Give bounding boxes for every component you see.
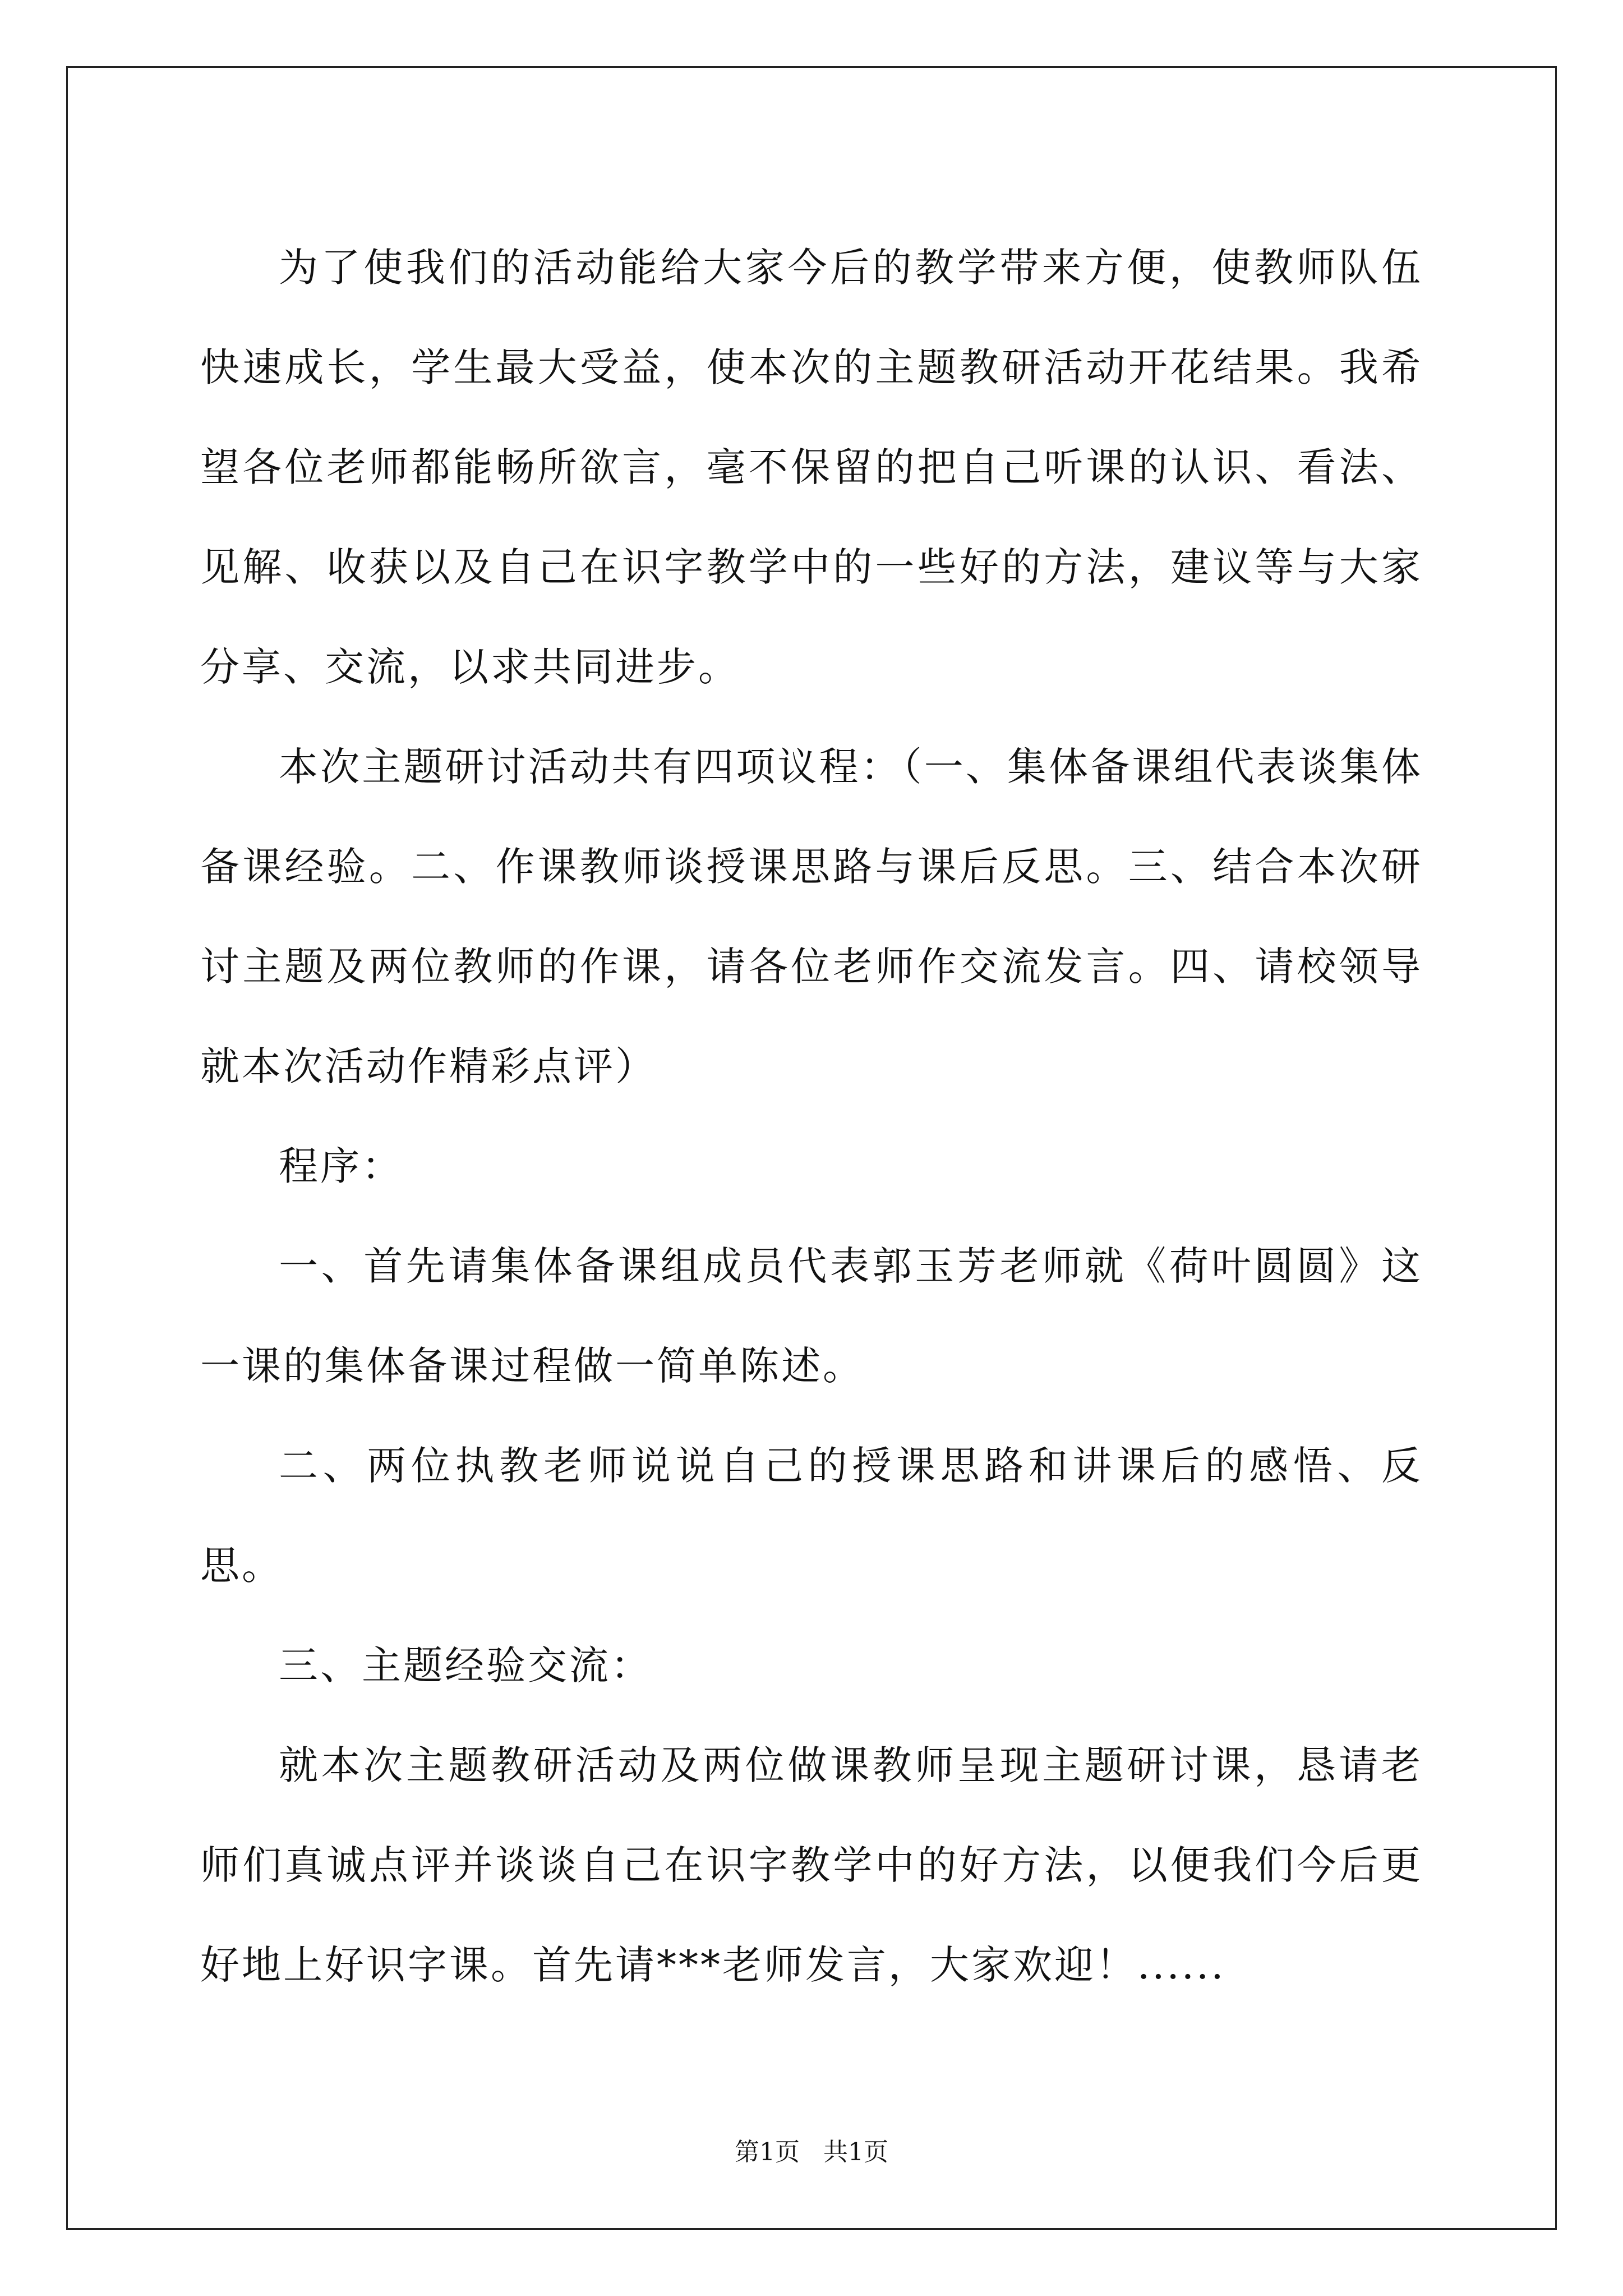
page-number-footer: 第1页 共1页 (735, 2138, 888, 2166)
paragraph-closing: 就本次主题教研活动及两位做课教师呈现主题研讨课，恳请老师们真诚点评并谈谈自己在识字教学中的好方法，以便我们今后更好地上好识字课。首先请***老师发言，大家欢迎！...... (200, 1742, 1423, 1988)
paragraph-step-three: 三、主题经验交流： (279, 1642, 652, 1688)
paragraph-step-one: 一、首先请集体备课组成员代表郭玉芳老师就《荷叶圆圆》这一课的集体备课过程做一简单陈述。 (200, 1243, 1423, 1389)
paragraph-procedure-heading: 程序： (279, 1143, 403, 1189)
paragraph-step-two: 二、两位执教老师说说自己的授课思路和讲课后的感悟、反思。 (200, 1443, 1423, 1589)
paragraph-agenda: 本次主题研讨活动共有四项议程：（一、集体备课组代表谈集体备课经验。二、作课教师谈授课思路与课后反思。三、结合本次研讨主题及两位教师的作课，请各位老师作交流发言。四、请校领导就本次活动作精彩点评） (200, 744, 1423, 1089)
document-body (200, 218, 1423, 2015)
paragraph-intro: 为了使我们的活动能给大家今后的教学带来方便，使教师队伍快速成长，学生最大受益，使本次的主题教研活动开花结果。我希望各位老师都能畅所欲言，毫不保留的把自己听课的认识、看法、见解、收获以及自己在识字教学中的一些好的方法，建议等与大家分享、交流，以求共同进步。 (200, 245, 1423, 690)
